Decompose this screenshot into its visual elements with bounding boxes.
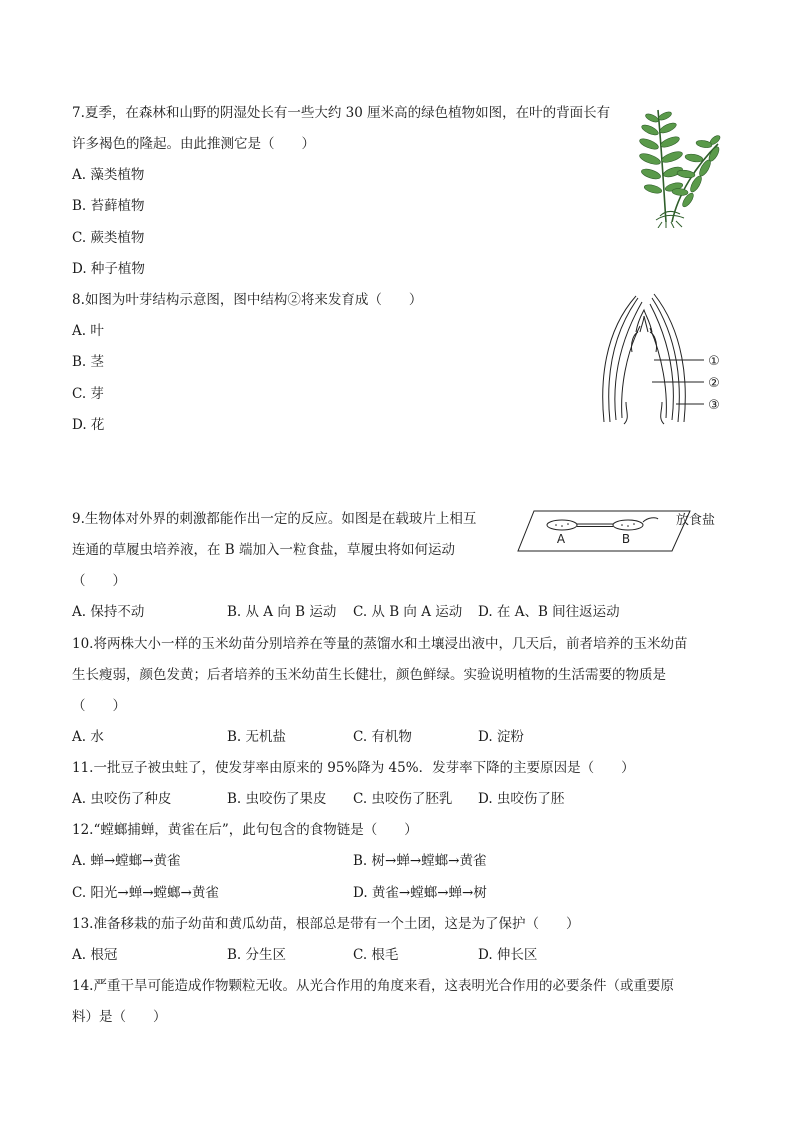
q8-option-d: D. 花 xyxy=(72,417,105,433)
q8-stem-line1: 8.如图为叶芽结构示意图，图中结构②将来发育成（ ） xyxy=(72,292,423,308)
q10-stem-line3: （ ） xyxy=(72,698,126,714)
q10-stem-line2: 生长瘦弱，颜色发黄；后者培养的玉米幼苗生长健壮，颜色鲜绿。实验说明植物的生活需要的物质是 xyxy=(72,667,666,683)
slide-diagram xyxy=(516,505,732,555)
q12-stem-line1: 12.“螳螂捕蝉，黄雀在后”，此句包含的食物链是（ ） xyxy=(72,822,418,838)
q13-option-b: B. 分生区 xyxy=(227,947,287,963)
q9-option-c: C. 从 B 向 A 运动 xyxy=(353,604,463,620)
q12-option-b: B. 树→蝉→螳螂→黄雀 xyxy=(353,853,487,869)
fern-illustration xyxy=(638,104,724,228)
q7-option-c: C. 蕨类植物 xyxy=(72,230,145,246)
q11-stem-line1: 11.一批豆子被虫蛀了，使发芽率由原来的 95%降为 45%．发芽率下降的主要原因是（ ） xyxy=(72,760,635,776)
label-1: ① xyxy=(708,354,720,369)
q10-option-d: D. 淀粉 xyxy=(478,729,524,745)
q7-stem-line2: 许多褐色的隆起。由此推测它是（ ） xyxy=(72,136,315,152)
q11-option-b: B. 虫咬伤了果皮 xyxy=(227,791,327,807)
q8-option-b: B. 茎 xyxy=(72,354,105,370)
q13-option-c: C. 根毛 xyxy=(353,947,399,963)
q9-stem-line1: 9.生物体对外界的刺激都能作出一定的反应。如图是在载玻片上相互 xyxy=(72,511,477,527)
q11-option-d: D. 虫咬伤了胚 xyxy=(478,791,565,807)
salt-label: 放食盐 xyxy=(676,513,716,528)
q7-option-b: B. 苔藓植物 xyxy=(72,198,145,214)
q11-option-a: A. 虫咬伤了种皮 xyxy=(72,791,172,807)
q14-stem-line1: 14.严重干旱可能造成作物颗粒无收。从光合作用的角度来看，这表明光合作用的必要条件（或重要原 xyxy=(72,978,674,994)
q9-option-b: B. 从 A 向 B 运动 xyxy=(227,604,337,620)
label-3: ③ xyxy=(708,398,720,413)
q12-option-d: D. 黄雀→螳螂→蝉→树 xyxy=(353,885,487,901)
q10-stem-line1: 10.将两株大小一样的玉米幼苗分别培养在等量的蒸馏水和土壤浸出液中，几天后，前者培养的玉米幼苗 xyxy=(72,636,688,652)
leaf-bud-diagram xyxy=(596,292,726,426)
q7-option-d: D. 种子植物 xyxy=(72,261,145,277)
label-2: ② xyxy=(708,376,720,391)
q7-option-a: A. 藻类植物 xyxy=(72,167,145,183)
q7-stem-line1: 7.夏季，在森林和山野的阴湿处长有一些大约 30 厘米高的绿色植物如图，在叶的背面长有 xyxy=(72,105,611,121)
slide-label-b: B xyxy=(621,532,631,546)
q9-option-a: A. 保持不动 xyxy=(72,604,145,620)
slide-label-a: A xyxy=(556,532,566,546)
q13-option-a: A. 根冠 xyxy=(72,947,118,963)
q10-option-a: A. 水 xyxy=(72,729,104,745)
q12-option-c: C. 阳光→蝉→螳螂→黄雀 xyxy=(72,885,219,901)
q10-option-c: C. 有机物 xyxy=(353,729,412,745)
q8-option-c: C. 芽 xyxy=(72,386,104,402)
q12-option-a: A. 蝉→螳螂→黄雀 xyxy=(72,853,181,869)
q9-option-d: D. 在 A、B 间往返运动 xyxy=(478,604,620,620)
q11-option-c: C. 虫咬伤了胚乳 xyxy=(353,791,453,807)
q14-stem-line2: 料）是（ ） xyxy=(72,1009,167,1025)
q13-stem-line1: 13.准备移栽的茄子幼苗和黄瓜幼苗，根部总是带有一个土团，这是为了保护（ ） xyxy=(72,916,580,932)
q13-option-d: D. 伸长区 xyxy=(478,947,538,963)
q9-stem-line2: 连通的草履虫培养液，在 B 端加入一粒食盐，草履虫将如何运动 xyxy=(72,542,456,558)
q8-option-a: A. 叶 xyxy=(72,323,104,339)
q10-option-b: B. 无机盐 xyxy=(227,729,287,745)
q9-stem-line3: （ ） xyxy=(72,573,126,589)
